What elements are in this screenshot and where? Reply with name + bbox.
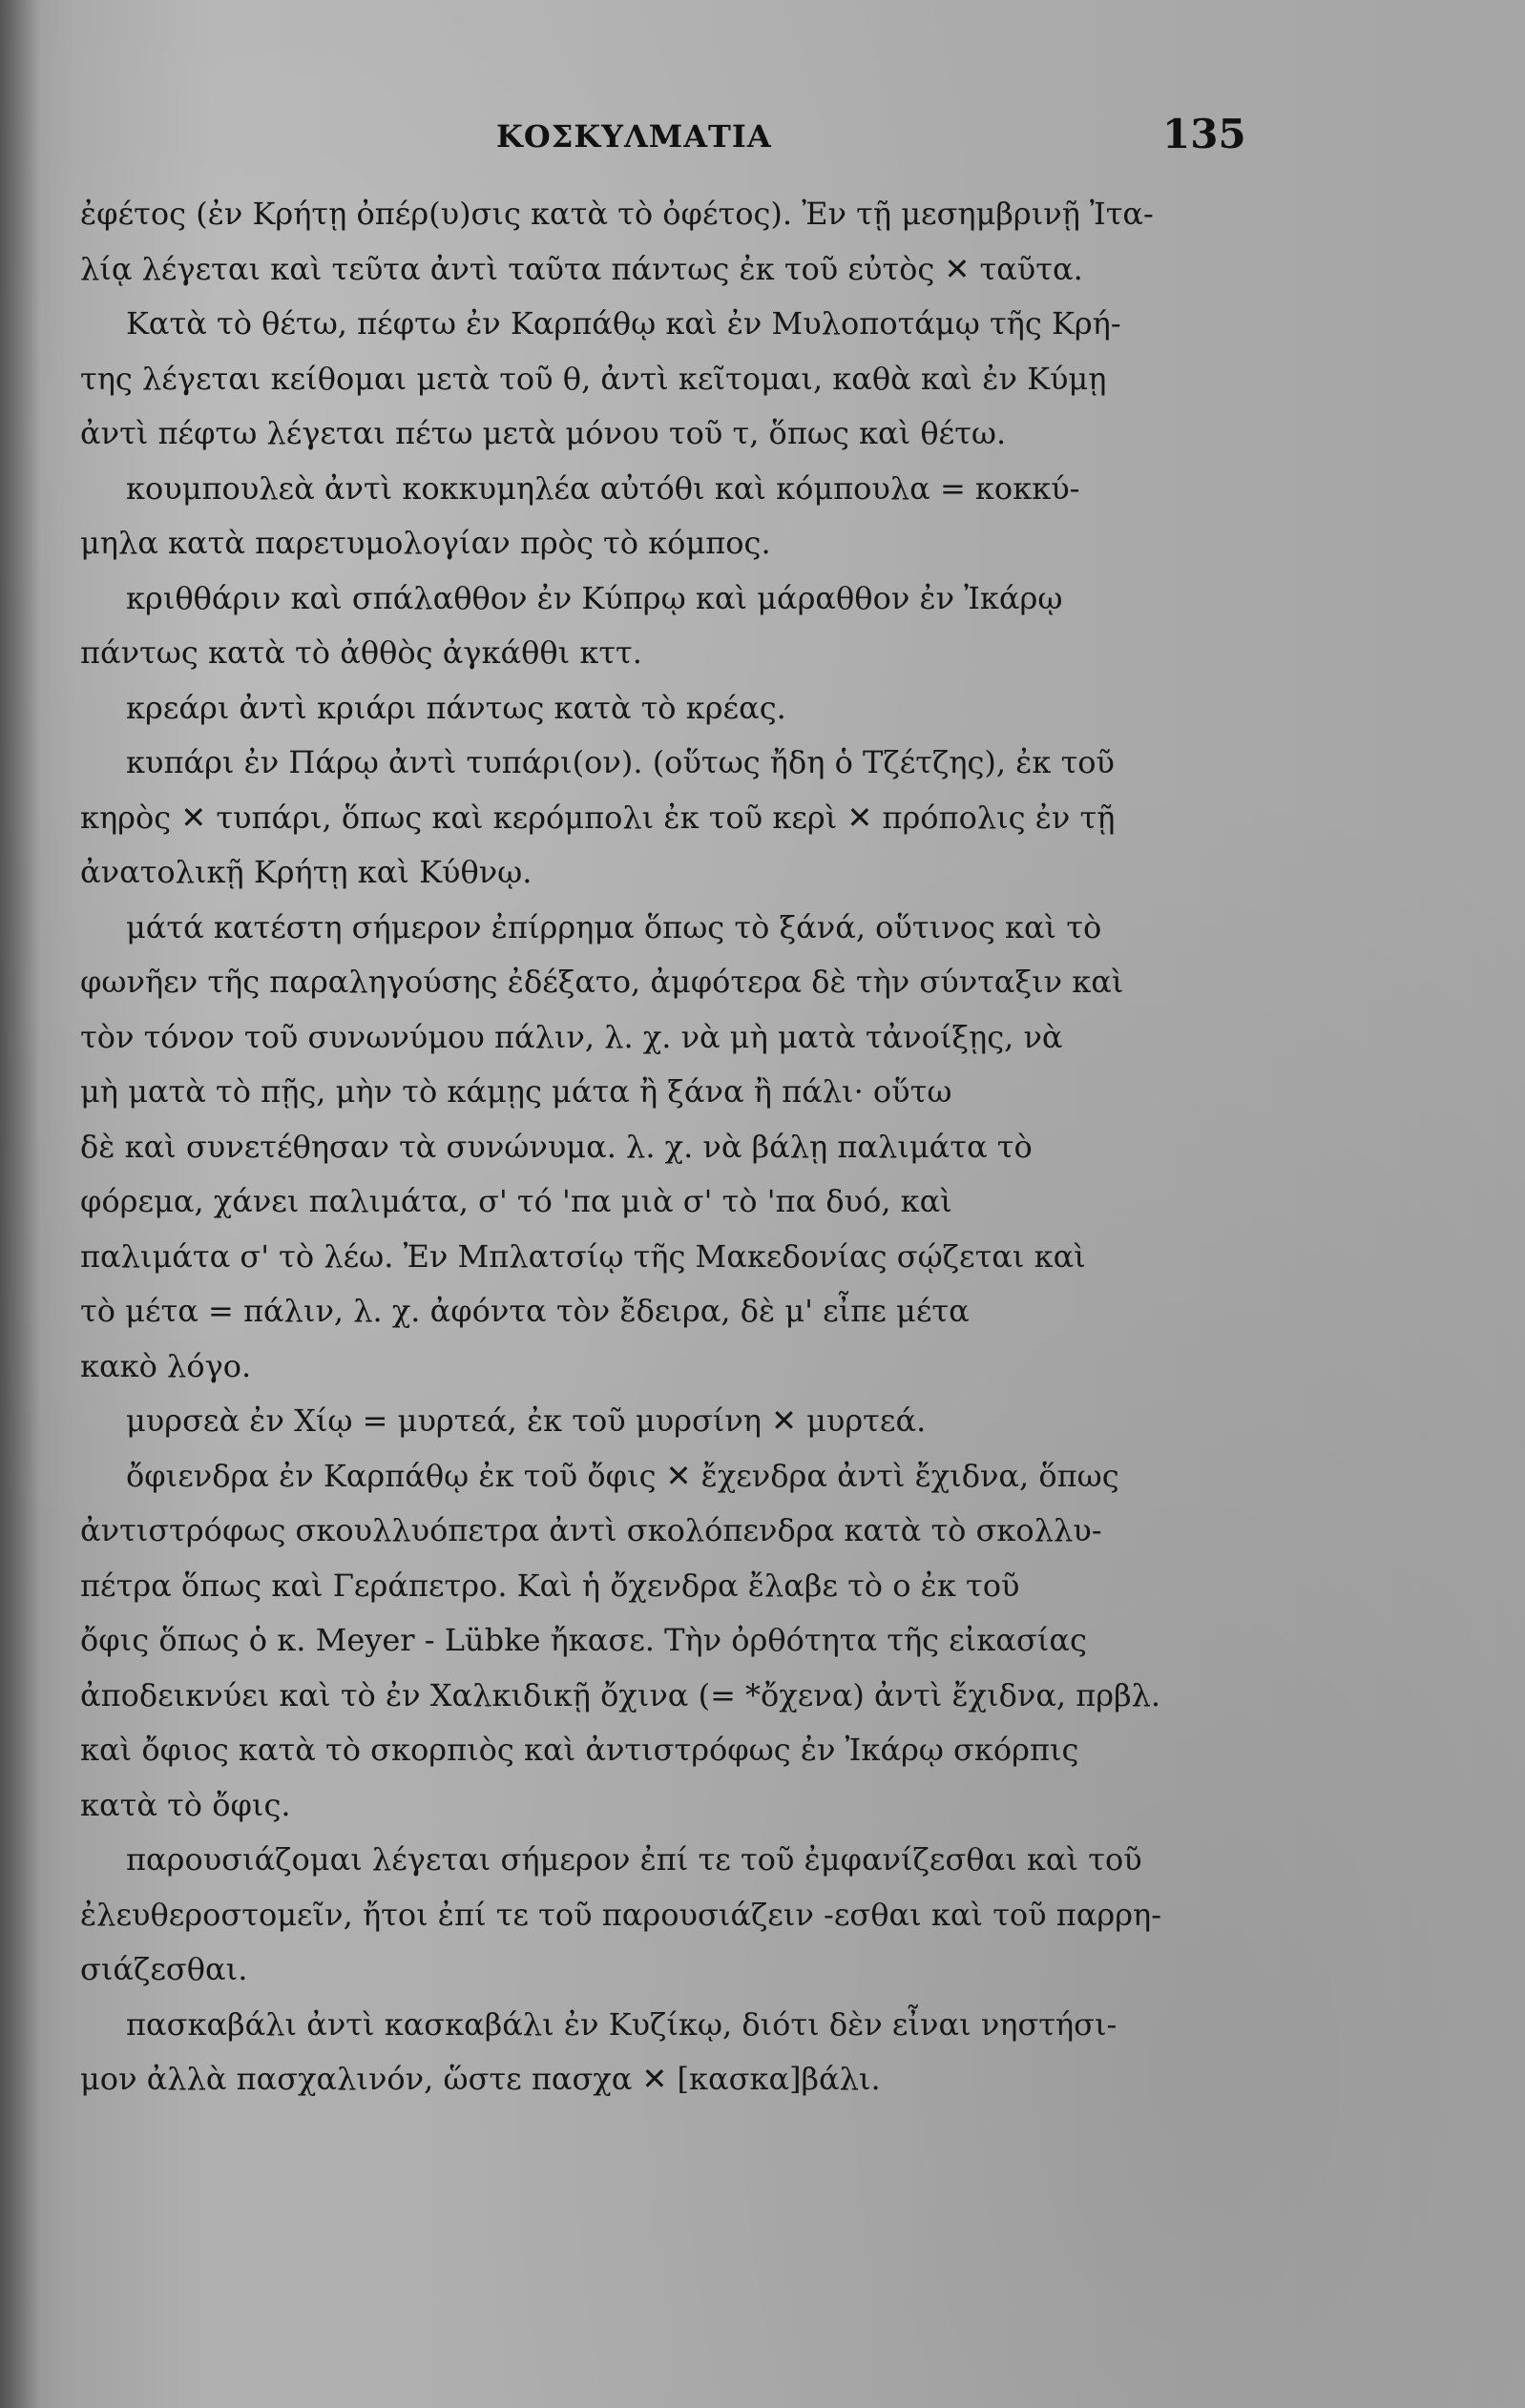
text-line: πασκαβάλι ἀντὶ κασκαβάλι ἐν Κυζίκῳ, διότι δὲν εἶναι νηστήσι- — [126, 2005, 1118, 2043]
text-line: Κατὰ τὸ θέτω, πέφτω ἐν Καρπάθῳ καὶ ἐν Μυλοποτάμῳ τῆς Κρή- — [126, 305, 1121, 342]
text-line: τὸ μέτα = πάλιν, λ. χ. ἀφόντα τὸν ἔδειρα, δὲ μ' εἶπε μέτα — [80, 1293, 970, 1329]
text-line: κουμπουλεὰ ἀντὶ κοκκυμηλέα αὐτόθι καὶ κόμπουλα = κοκκύ- — [126, 469, 1080, 507]
text-line: κηρὸς ✕ τυπάρι, ὅπως καὶ κερόμπολι ἐκ τοῦ κερὶ ✕ πρόπολις ἐν τῇ — [80, 799, 1116, 836]
text-line: καὶ ὄφιος κατὰ τὸ σκορπιὸς καὶ ἀντιστρόφως ἐν Ἰκάρῳ σκόρπις — [80, 1732, 1079, 1768]
text-line: ἀποδεικνύει καὶ τὸ ἐν Χαλκιδικῇ ὄχινα (= *ὄχενα) ἀντὶ ἔχιδνα, πρβλ. — [80, 1676, 1161, 1713]
text-line: σιάζεσθαι. — [80, 1951, 248, 1987]
text-line: δὲ καὶ συνετέθησαν τὰ συνώνυμα. λ. χ. νὰ βάλῃ παλιμάτα τὸ — [80, 1128, 1033, 1165]
text-line: παρουσιάζομαι λέγεται σήμερον ἐπί τε τοῦ ἐμφανίζεσθαι καὶ τοῦ — [126, 1841, 1142, 1878]
text-line: τὸν τόνον τοῦ συνωνύμου πάλιν, λ. χ. νὰ μὴ ματὰ τἀνοίξῃς, νὰ — [80, 1018, 1063, 1055]
text-line: ἐφέτος (ἐν Κρήτῃ ὀπέρ(υ)σις κατὰ τὸ ὀφέτος). Ἐν τῇ μεσημβρινῇ Ἰτα- — [80, 196, 1154, 232]
text-line: ἀντιστρόφως σκουλλυόπετρα ἀντὶ σκολόπενδρα κατὰ τὸ σκολλυ- — [80, 1512, 1102, 1548]
page-header — [0, 111, 1525, 177]
text-line: ὄφιενδρα ἐν Καρπάθῳ ἐκ τοῦ ὄφις ✕ ἔχενδρα ἀντὶ ἔχιδνα, ὅπως — [126, 1457, 1119, 1494]
text-line: κακὸ λόγο. — [80, 1347, 252, 1384]
text-line: ἐλευθεροστομεῖν, ἤτοι ἐπί τε τοῦ παρουσιάζειν -εσθαι καὶ τοῦ παρρη- — [80, 1896, 1162, 1933]
page-number: 135 — [1162, 111, 1246, 157]
text-line: πέτρα ὅπως καὶ Γεράπετρο. Καὶ ἡ ὄχενδρα ἔλαβε τὸ ο ἐκ τοῦ — [80, 1567, 1020, 1604]
text-line: κατὰ τὸ ὄφις. — [80, 1786, 291, 1823]
text-line: μὴ ματὰ τὸ πῇς, μὴν τὸ κάμῃς μάτα ἢ ξάνα ἢ πάλι· οὕτω — [80, 1073, 952, 1110]
text-line: φωνῆεν τῆς παραληγούσης ἐδέξατο, ἀμφότερα δὲ τὴν σύνταξιν καὶ — [80, 964, 1124, 1000]
text-line: λίᾳ λέγεται καὶ τεῦτα ἀντὶ ταῦτα πάντως ἐκ τοῦ εὐτὸς ✕ ταῦτα. — [80, 250, 1083, 287]
text-line: μηλα κατὰ παρετυμολογίαν πρὸς τὸ κόμπος. — [80, 525, 771, 561]
spine-shadow — [0, 0, 40, 2408]
text-line: πάντως κατὰ τὸ ἀθθὸς ἀγκάθθι κττ. — [80, 634, 642, 671]
text-line: ἀνατολικῇ Κρήτῃ καὶ Κύθνῳ. — [80, 854, 533, 890]
text-line: φόρεμα, χάνει παλιμάτα, σ' τό 'πα μιὰ σ' τὸ 'πα δυό, καὶ — [80, 1183, 952, 1219]
text-line: μάτά κατέστη σήμερον ἐπίρρημα ὅπως τὸ ξάνά, οὕτινος καὶ τὸ — [126, 908, 1102, 945]
text-line: ὄφις ὅπως ὁ κ. Meyer - Lübke ἤκασε. Τὴν ὀρθότητα τῆς εἰκασίας — [80, 1622, 1087, 1658]
text-line: παλιμάτα σ' τὸ λέω. Ἐν Μπλατσίῳ τῆς Μακεδονίας σῴζεται καὶ — [80, 1237, 1086, 1275]
text-line: μον ἀλλὰ πασχαλινόν, ὥστε πασχα ✕ [κασκα]βάλι. — [80, 2061, 881, 2097]
text-line: κυπάρι ἐν Πάρῳ ἀντὶ τυπάρι(ον). (οὕτως ἤδη ὁ Τζέτζης), ἐκ τοῦ — [126, 744, 1115, 780]
body-text — [80, 187, 1264, 2107]
text-line: της λέγεται κείθομαι μετὰ τοῦ θ, ἀντὶ κεῖτομαι, καθὰ καὶ ἐν Κύμῃ — [80, 360, 1107, 397]
text-line: ἀντὶ πέφτω λέγεται πέτω μετὰ μόνου τοῦ τ, ὅπως καὶ θέτω. — [80, 415, 1007, 451]
running-title: ΚΟΣΚΥΛΜΑΤΙΑ — [496, 118, 772, 155]
text-line: κριθθάριν καὶ σπάλαθθον ἐν Κύπρῳ καὶ μάραθθον ἐν Ἰκάρῳ — [126, 579, 1063, 616]
text-line: μυρσεὰ ἐν Χίῳ = μυρτεά, ἐκ τοῦ μυρσίνη ✕ μυρτεά. — [126, 1402, 927, 1439]
text-line: κρεάρι ἀντὶ κριάρι πάντως κατὰ τὸ κρέας. — [126, 689, 786, 726]
